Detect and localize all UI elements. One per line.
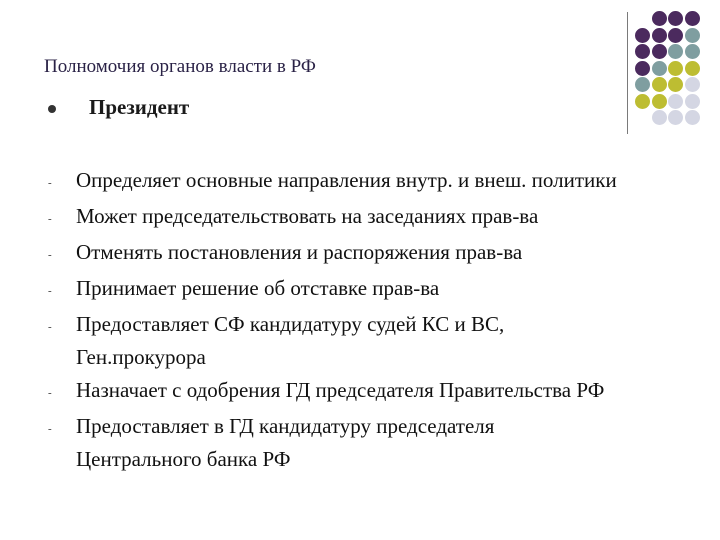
decorative-dot [652, 11, 667, 26]
dash-bullet-icon: - [48, 213, 52, 225]
powers-list [48, 164, 708, 476]
list-item-text: Может председательствовать на заседаниях прав-ва [76, 204, 539, 228]
list-item [48, 374, 708, 410]
decorative-dot [635, 44, 650, 59]
list-item [48, 272, 708, 308]
decorative-dot [685, 110, 700, 125]
decorative-dot [685, 44, 700, 59]
dash-bullet-icon: - [48, 387, 52, 399]
dash-bullet-icon: - [48, 285, 52, 297]
list-item-text: Назначает с одобрения ГД председателя Правительства РФ [76, 378, 605, 402]
list-item-text: Предоставляет СФ кандидатуру судей КС и ВС, Ген.прокурора [76, 312, 505, 369]
decorative-dot [668, 44, 683, 59]
list-item-text: Предоставляет в ГД кандидатуру председателя Центрального банка РФ [76, 414, 495, 471]
decorative-dot [652, 77, 667, 92]
list-item [48, 164, 708, 200]
decorative-dot [635, 94, 650, 109]
decorative-dot [685, 94, 700, 109]
decorative-dot [685, 77, 700, 92]
list-item [48, 308, 708, 374]
dash-bullet-icon: - [48, 423, 52, 435]
decorative-dot [652, 44, 667, 59]
heading-row [48, 95, 189, 120]
list-item-text: Принимает решение об отставке прав-ва [76, 276, 440, 300]
decorative-dot [668, 77, 683, 92]
decorative-dot [652, 110, 667, 125]
decorative-dot [668, 11, 683, 26]
list-item-text: Отменять постановления и распоряжения прав-ва [76, 240, 523, 264]
decorative-dot [685, 61, 700, 76]
decorative-dot [652, 28, 667, 43]
decorative-divider [627, 12, 628, 134]
dash-bullet-icon: - [48, 249, 52, 261]
decorative-dot [668, 94, 683, 109]
list-item-text: Определяет основные направления внутр. и внеш. политики [76, 168, 617, 192]
dash-bullet-icon: - [48, 321, 52, 333]
decorative-dot [652, 94, 667, 109]
decorative-dot [668, 61, 683, 76]
section-heading: Президент [89, 95, 190, 119]
decorative-dot [652, 61, 667, 76]
list-item [48, 410, 708, 476]
decorative-dot [635, 77, 650, 92]
slide-title: Полномочия органов власти в РФ [44, 56, 316, 77]
list-item [48, 236, 708, 272]
decorative-dot [635, 28, 650, 43]
decorative-dot [668, 110, 683, 125]
bullet-dot-icon [48, 105, 56, 113]
dash-bullet-icon: - [48, 177, 52, 189]
decorative-dot [668, 28, 683, 43]
decorative-dot [685, 28, 700, 43]
decorative-dot [635, 61, 650, 76]
list-item [48, 200, 708, 236]
decorative-dot [685, 11, 700, 26]
